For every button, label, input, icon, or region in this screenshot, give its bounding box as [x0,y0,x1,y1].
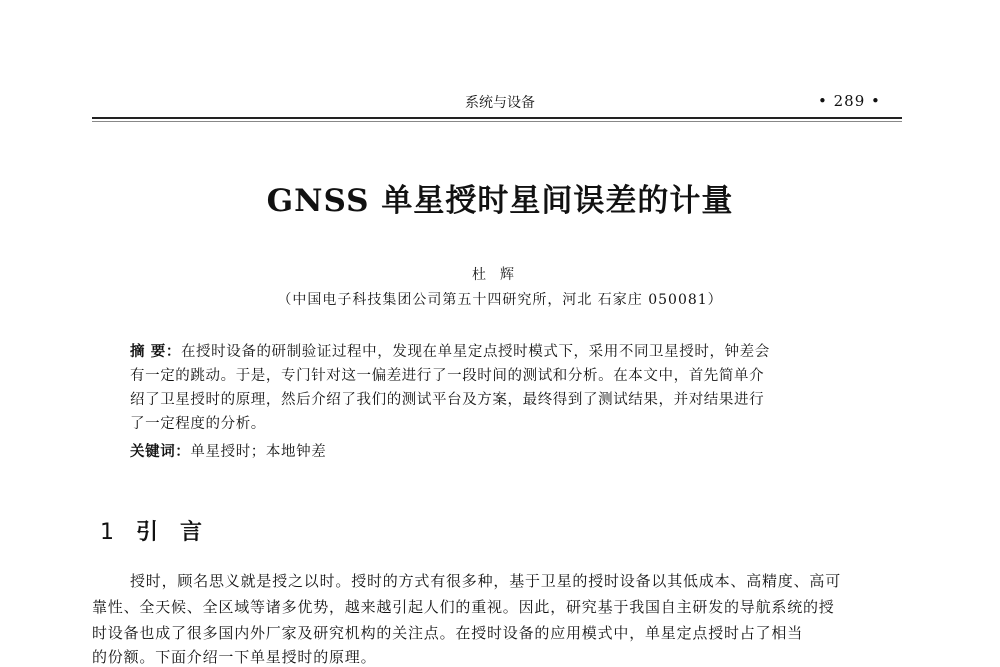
page-number: • 289 • [818,92,881,110]
section-heading [100,515,224,546]
header-rule [92,117,902,119]
abstract-line-2: 有一定的跳动。于是，专门针对这一偏差进行了一段时间的测试和分析。在本文中，首先简单介 [130,368,765,384]
abstract-line-4: 了一定程度的分析。 [130,416,266,432]
intro-line-2: 靠性、全天候、全区域等诸多优势，越来越引起人们的重视。因此，研究基于我国自主研发的导航系统的授 [92,598,835,616]
intro-line-4: 的份额。下面介绍一下单星授时的原理。 [92,648,377,666]
abstract-text: 在授时设备的研制验证过程中，发现在单星定点授时模式下，采用不同卫星授时，钟差会 [180,344,770,360]
intro-line-1: 授时，顾名思义就是授之以时。授时的方式有很多种，基于卫星的授时设备以其低成本、高精度、高可 [130,572,842,590]
intro-line-3: 时设备也成了很多国内外厂家及研究机构的关注点。在授时设备的应用模式中，单星定点授时占了相当 [92,624,804,642]
abstract-line-1 [130,340,770,361]
author-name: 杜辉 [472,267,528,283]
running-head: 系统与设备 [465,95,535,111]
paper-title: GNSS 单星授时星间误差的计量 [266,183,734,219]
keywords-label: 关键词： [130,444,191,460]
keywords-line [130,440,326,461]
keywords-text: 单星授时；本地钟差 [190,444,327,460]
section-title: 引言 [136,520,225,545]
abstract-line-3: 绍了卫星授时的原理，然后介绍了我们的测试平台及方案，最终得到了测试结果，并对结果进行 [130,392,765,408]
author-affiliation: （中国电子科技集团公司第五十四研究所，河北 石家庄 050081） [277,292,723,308]
abstract-label: 摘 要： [130,344,181,360]
section-number: 1 [100,520,114,545]
header-rule-thin [92,121,902,122]
